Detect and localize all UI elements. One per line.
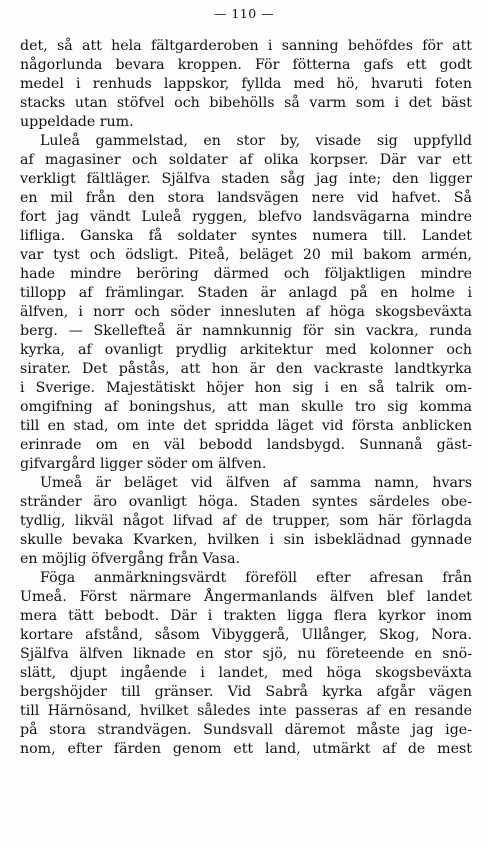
text-line: slätt, djupt ingående i landet, med höga skogsbeväxta: [20, 665, 472, 681]
text-line: Umeå är beläget vid älfven af samma namn, hvars: [40, 475, 472, 491]
text-line: mera tätt bebodt. Där i trakten ligga flera kyrkor inom: [20, 608, 472, 624]
text-line: nom, efter färden genom ett land, utmärkt af de mest: [20, 741, 472, 757]
text-line: Föga anmärkningsvärdt föreföll efter afresan från: [40, 570, 472, 586]
text-line: kortare afstånd, såsom Vibyggerå, Ullånger, Skog, Nora.: [20, 627, 472, 643]
text-line: kyrka, af ovanligt prydlig arkitektur med kolonner och: [20, 342, 472, 358]
text-line: älfven, i norr och söder innesluten af höga skogsbeväxta: [20, 304, 472, 320]
text-line: var tyst och ödsligt. Piteå, beläget 20 mil bakom armén,: [20, 247, 472, 263]
text-line: erinrade om en väl bebodd landsbygd. Sunnanå gäst-: [20, 437, 472, 453]
text-line: medel i renhuds lappskor, fyllda med hö, hvaruti foten: [20, 76, 472, 92]
text-line: omgifning af boningshus, att man skulle tro sig komma: [20, 399, 472, 415]
text-line: i Sverige. Majestätiskt höjer hon sig i en så talrik om-: [20, 380, 472, 396]
text-line: hade mindre beröring därmed och följaktligen mindre: [20, 266, 472, 282]
text-line: en möjlig öfvergång från Vasa.: [20, 551, 241, 567]
text-line: fort jag vändt Luleå ryggen, blefvo landsvägarna mindre: [20, 209, 472, 225]
text-line: en mil från den stora landsvägen nere vid hafvet. Så: [20, 190, 472, 206]
text-line: Själfva älfven liknade en stor sjö, nu företeende en snö-: [20, 646, 472, 662]
text-line: gifvargård ligger söder om älfven.: [20, 456, 267, 472]
text-line: stacks utan stöfvel och bibehölls så varm som i det bäst: [20, 95, 472, 111]
text-line: berg. — Skellefteå är namnkunnig för sin vackra, runda: [20, 323, 472, 339]
text-line: på stora strandvägen. Sundsvall däremot måste jag ige-: [20, 722, 472, 738]
text-line: till en stad, om inte det spridda läget vid första anblicken: [20, 418, 472, 434]
body-text: [20, 37, 472, 759]
text-line: till Härnösand, hvilket således inte passeras af en resande: [20, 703, 472, 719]
text-line: af magasiner och soldater af olika korpser. Där var ett: [20, 152, 472, 168]
text-line: någorlunda bevara kroppen. För fötterna gafs ett godt: [20, 57, 472, 73]
text-line: det, så att hela fältgarderoben i sanning behöfdes för att: [20, 38, 472, 54]
text-line: skulle bevaka Kvarken, hvilken i sin isbeklädnad gynnade: [20, 532, 472, 548]
text-line: Umeå. Först närmare Ångermanlands älfven blef landet: [20, 589, 472, 605]
text-line: sirater. Det påstås, att hon är den vackraste landtkyrka: [20, 361, 472, 377]
page-number: — 110 —: [213, 6, 275, 21]
text-line: uppeldade rum.: [20, 114, 134, 130]
text-line: bergshöjder till gränser. Vid Sabrå kyrka afgår vägen: [20, 684, 472, 700]
text-line: Luleå gammelstad, en stor by, visade sig uppfylld: [40, 133, 472, 149]
text-line: verkligt fältläger. Själfva staden såg jag inte; den ligger: [20, 171, 472, 187]
text-line: tillopp af främlingar. Staden är anlagd på en holme i: [20, 285, 472, 301]
text-line: tydlig, likväl något lifvad af de trupper, som här förlagda: [20, 513, 472, 529]
text-line: stränder äro ovanligt höga. Staden syntes särdeles obe-: [20, 494, 472, 510]
text-line: lifliga. Ganska få soldater syntes numera till. Landet: [20, 228, 472, 244]
